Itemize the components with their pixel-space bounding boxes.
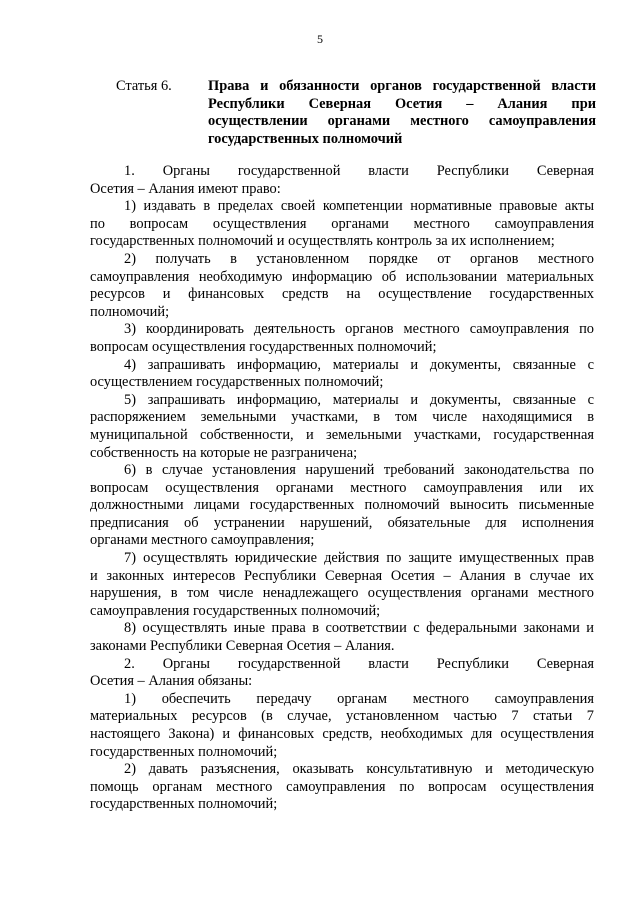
text-line: предписания об устранении нарушений, обязательные для исполнения xyxy=(90,514,594,531)
paragraph xyxy=(90,163,594,198)
text-line: 1) издавать в пределах своей компетенции нормативные правовые акты xyxy=(124,198,594,215)
paragraph xyxy=(90,691,594,761)
page-number: 5 xyxy=(317,32,323,46)
article-header xyxy=(116,78,596,148)
text-line: органами местного самоуправления; xyxy=(90,532,315,549)
text-line: государственных полномочий; xyxy=(90,796,278,813)
paragraph xyxy=(90,761,594,814)
article-title-line: осуществлении органами местного самоуправления xyxy=(208,113,596,130)
text-line: муниципальной собственности, и земельными участками, государственная xyxy=(90,426,594,443)
article-label: Статья 6. xyxy=(116,78,172,94)
article-title-line: Права и обязанности органов государственной власти xyxy=(208,78,596,94)
text-line: настоящего Закона) и финансовых средств, необходимых для осуществления xyxy=(90,726,594,742)
text-line: по вопросам осуществления органами местного самоуправления xyxy=(90,215,594,232)
text-line: полномочий; xyxy=(90,303,170,320)
text-line: 5) запрашивать информацию, материалы и документы, связанные с xyxy=(124,391,594,408)
paragraph xyxy=(90,251,594,321)
article-title-line: Республики Северная Осетия – Алания при xyxy=(208,95,596,112)
body-text xyxy=(90,163,594,814)
text-line: вопросам осуществления органами местного самоуправления или их xyxy=(90,479,594,496)
text-line: 4) запрашивать информацию, материалы и документы, связанные с xyxy=(124,356,594,373)
paragraph xyxy=(90,620,594,655)
text-line: 8) осуществлять иные права в соответствии с федеральными законами и xyxy=(124,620,594,637)
paragraph xyxy=(90,392,594,462)
text-line: распоряжением земельными участками, в том числе находящимися в xyxy=(90,409,594,426)
text-line: Осетия – Алания обязаны: xyxy=(90,673,253,690)
text-line: ресурсов и финансовых средств на осуществление государственных xyxy=(90,286,594,303)
text-line: собственность на которые не разграничена; xyxy=(90,444,358,461)
text-line: вопросам осуществления государственных полномочий; xyxy=(90,338,437,355)
paragraph xyxy=(90,198,594,251)
text-line: нарушения, в том числе ненадлежащего осуществления органами местного xyxy=(90,585,594,602)
text-line: 1. Органы государственной власти Республики Северная xyxy=(124,163,594,179)
text-line: материальных ресурсов (в случае, установленном частью 7 статьи 7 xyxy=(90,708,594,725)
paragraph xyxy=(90,656,594,691)
text-line: и законных интересов Республики Северная Осетия – Алания в случае их xyxy=(90,567,594,584)
article-title-line: государственных полномочий xyxy=(208,130,403,147)
text-line: 3) координировать деятельность органов местного самоуправления по xyxy=(124,321,594,338)
article-title xyxy=(208,78,596,148)
text-line: 2) получать в установленном порядке от органов местного xyxy=(124,250,594,267)
text-line: государственных полномочий и осуществлять контроль за их исполнением; xyxy=(90,233,555,250)
text-line: помощь органам местного самоуправления по вопросам осуществления xyxy=(90,778,594,795)
paragraph xyxy=(90,462,594,550)
paragraph xyxy=(90,550,594,620)
paragraph xyxy=(90,357,594,392)
text-line: 7) осуществлять юридические действия по защите имущественных прав xyxy=(124,550,594,567)
text-line: должностными лицами государственных полномочий выносить письменные xyxy=(90,497,594,514)
text-line: 2. Органы государственной власти Республики Северная xyxy=(124,655,594,672)
text-line: Осетия – Алания имеют право: xyxy=(90,180,281,197)
text-line: осуществлением государственных полномочий; xyxy=(90,374,384,391)
paragraph xyxy=(90,321,594,356)
text-line: 1) обеспечить передачу органам местного самоуправления xyxy=(124,690,594,707)
text-line: 2) давать разъяснения, оказывать консультативную и методическую xyxy=(124,761,594,778)
text-line: самоуправления необходимую информацию об использовании материальных xyxy=(90,268,594,285)
text-line: 6) в случае установления нарушений требований законодательства по xyxy=(124,462,594,479)
text-line: законами Республики Северная Осетия – Алания. xyxy=(90,638,395,655)
text-line: самоуправления государственных полномочий; xyxy=(90,602,381,619)
text-line: государственных полномочий; xyxy=(90,743,278,760)
